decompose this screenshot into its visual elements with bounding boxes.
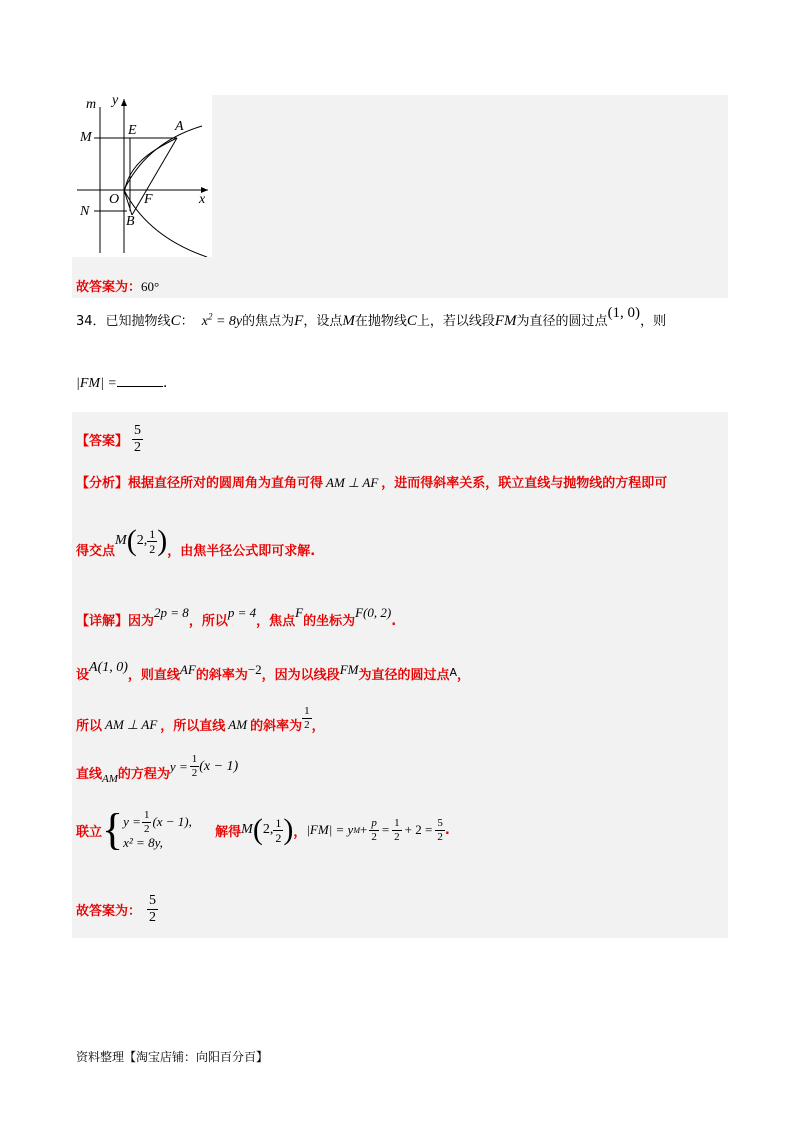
detail-l1-F: F bbox=[295, 605, 304, 620]
detail-l4-m: AM bbox=[102, 772, 118, 785]
analysis-t1: 根据直径所对的圆周角为直角可得 bbox=[128, 476, 324, 491]
l5-pa: 2, bbox=[262, 822, 274, 837]
detail-l4-a: 直线 bbox=[76, 767, 103, 782]
detail-l2-A: A bbox=[449, 666, 458, 679]
detail-l4-b: 的方程为 bbox=[117, 767, 170, 782]
analysis-t2: ，进而得斜率关系，联立直线与抛物线的方程即可 bbox=[381, 476, 668, 491]
detail-l4-frac bbox=[190, 754, 200, 779]
analysis-line-2 bbox=[76, 524, 316, 566]
label-m: m bbox=[86, 97, 97, 112]
detail-l4-den: 2 bbox=[191, 767, 198, 779]
analysis-line-1 bbox=[76, 472, 667, 491]
l5-plus2: + 2 = bbox=[404, 822, 433, 837]
footer: 资料整理【淘宝店铺：向阳百分百】 bbox=[76, 1050, 269, 1064]
label-x: x bbox=[199, 192, 206, 207]
l5-pd: 2 bbox=[275, 830, 282, 845]
l5-abs: |FM| = y bbox=[306, 822, 354, 837]
answer-label: 【答案】 bbox=[76, 434, 129, 449]
q-colon: ： bbox=[180, 314, 194, 329]
detail-l3-b: ，所以直线 bbox=[160, 719, 226, 734]
final-label: 故答案为： bbox=[76, 904, 142, 919]
final-num: 5 bbox=[149, 893, 157, 908]
detail-l2-f: ， bbox=[457, 668, 471, 683]
label-A: A bbox=[175, 119, 184, 134]
detail-l2-m2: AF bbox=[179, 662, 196, 677]
q-eq-x: x bbox=[201, 314, 208, 329]
detail-l4-num: 1 bbox=[191, 753, 198, 765]
system-brace: { bbox=[102, 805, 124, 854]
analysis-label: 【分析】 bbox=[76, 476, 129, 491]
detail-l2-e: 为直径的圆过点 bbox=[358, 668, 450, 683]
q-text-2: 的焦点为 bbox=[242, 314, 295, 329]
q-eq bbox=[201, 311, 243, 329]
q-text-1: 已知抛物线 bbox=[105, 314, 171, 329]
detail-line-2 bbox=[76, 660, 471, 684]
label-E: E bbox=[128, 123, 137, 138]
l5-frac-r bbox=[435, 818, 445, 843]
q-period: . bbox=[162, 375, 168, 391]
analysis-m1: AM ⊥ AF bbox=[326, 475, 379, 490]
q-point: (1, 0) bbox=[607, 305, 641, 321]
answer-blank bbox=[117, 372, 163, 387]
detail-l1-c: ，焦点 bbox=[256, 614, 296, 629]
detail-l5-end: . bbox=[444, 822, 450, 838]
detail-l5-point bbox=[241, 813, 293, 847]
system-eq-1 bbox=[123, 810, 203, 835]
q-C: C bbox=[170, 313, 181, 329]
sys1-frac bbox=[142, 810, 152, 835]
detail-label: 【详解】 bbox=[76, 614, 129, 629]
detail-l3-m: AM ⊥ AF bbox=[105, 716, 158, 732]
prev-answer bbox=[76, 276, 159, 295]
label-N: N bbox=[80, 204, 90, 219]
question-34 bbox=[76, 305, 736, 330]
l5-fd: 2 bbox=[394, 830, 400, 843]
l5-rn: 5 bbox=[437, 816, 443, 829]
detail-l2-b: ，则直线 bbox=[127, 668, 180, 683]
l5-pn2: p bbox=[371, 816, 377, 829]
l5-frac-p bbox=[369, 818, 379, 843]
sys1-num: 1 bbox=[143, 808, 150, 821]
q-FM: FM bbox=[494, 313, 517, 329]
answer-line bbox=[76, 424, 143, 455]
q-abs: |FM| = bbox=[76, 376, 117, 391]
detail-l1-a: 因为 bbox=[128, 614, 155, 629]
l5-M: M bbox=[241, 822, 253, 837]
q-text-7: ，则 bbox=[640, 314, 667, 329]
detail-l4-rest: (x − 1) bbox=[199, 758, 239, 774]
analysis-pt-pre: M bbox=[115, 533, 127, 548]
q-text-3: ，设点 bbox=[303, 314, 343, 329]
analysis-pt-frac bbox=[147, 528, 157, 555]
l5-paren-r: ) bbox=[283, 813, 294, 846]
l5-sub: M bbox=[353, 825, 360, 835]
label-B: B bbox=[126, 214, 135, 229]
answer-fraction bbox=[132, 424, 143, 455]
analysis-t4: ，由焦半径公式即可求解. bbox=[167, 543, 316, 559]
l5-plus: + bbox=[359, 822, 368, 837]
sys1-den: 2 bbox=[143, 822, 150, 835]
l5-pfrac bbox=[273, 817, 283, 844]
detail-l3-a: 所以 bbox=[76, 719, 103, 734]
analysis-t3: 得交点 bbox=[76, 543, 116, 559]
final-den: 2 bbox=[149, 910, 157, 925]
detail-l4-eq bbox=[170, 754, 238, 779]
final-fraction bbox=[147, 894, 158, 925]
detail-line-1 bbox=[76, 605, 397, 629]
figure-svg bbox=[72, 95, 212, 257]
detail-line-4 bbox=[76, 753, 239, 785]
l5-fn: 1 bbox=[394, 816, 400, 829]
label-O: O bbox=[109, 192, 120, 207]
detail-l2-d: ，因为以线段 bbox=[261, 668, 340, 683]
analysis-point bbox=[115, 524, 167, 558]
q-eq-rest: = 8y bbox=[212, 314, 243, 329]
l5-frac-1 bbox=[392, 818, 402, 843]
detail-l3-den: 2 bbox=[304, 719, 310, 731]
q-eq-sup: 2 bbox=[207, 311, 213, 322]
detail-l5-calc bbox=[306, 818, 445, 843]
q-text-4: 在抛物线 bbox=[354, 314, 407, 329]
label-M: M bbox=[80, 130, 92, 145]
detail-l1-e: . bbox=[391, 614, 397, 629]
analysis-paren-l: ( bbox=[126, 524, 137, 557]
detail-l5-c: ， bbox=[293, 824, 307, 840]
analysis-pt-num: 1 bbox=[149, 526, 156, 541]
detail-l5-a: 联立 bbox=[76, 824, 103, 840]
detail-l1-d: 的坐标为 bbox=[303, 614, 356, 629]
answer-num: 5 bbox=[134, 423, 142, 438]
detail-l3-c: 的斜率为 bbox=[250, 719, 303, 734]
detail-l3-m2: AM bbox=[228, 716, 248, 732]
prev-answer-value: 60° bbox=[141, 279, 160, 294]
l5-pd2: 2 bbox=[371, 830, 377, 843]
q-text-6: 为直径的圆过点 bbox=[516, 314, 608, 329]
l5-eq: = bbox=[381, 822, 390, 837]
q-M: M bbox=[342, 313, 355, 329]
detail-l1-b: ，所以 bbox=[188, 614, 228, 629]
system-equations bbox=[123, 810, 203, 851]
l5-paren-l: ( bbox=[252, 813, 263, 846]
detail-l2-a: 设 bbox=[76, 668, 90, 683]
q-F: F bbox=[294, 313, 304, 329]
parabola-figure bbox=[72, 95, 212, 257]
analysis-pt-a: 2, bbox=[136, 533, 148, 548]
detail-l1-m3: F(0, 2) bbox=[355, 605, 392, 620]
detail-l4-y: y = bbox=[169, 758, 188, 774]
detail-line-5 bbox=[76, 805, 450, 854]
sys1-rest: (x − 1), bbox=[152, 814, 192, 829]
prev-answer-label: 故答案为： bbox=[76, 280, 142, 295]
system-eq-2: x² = 8y, bbox=[123, 834, 163, 850]
detail-l2-c: 的斜率为 bbox=[195, 668, 248, 683]
detail-l3-num: 1 bbox=[304, 705, 310, 717]
detail-l3-d: ， bbox=[311, 719, 325, 734]
q-text-5: 上，若以线段 bbox=[416, 314, 495, 329]
analysis-paren-r: ) bbox=[157, 524, 168, 557]
label-y: y bbox=[112, 93, 119, 108]
q-abs-line bbox=[76, 372, 167, 392]
detail-l1-m1: 2p = 8 bbox=[154, 605, 189, 620]
label-F: F bbox=[144, 192, 153, 207]
detail-l1-m2: p = 4 bbox=[227, 605, 257, 620]
detail-l3-frac bbox=[302, 706, 312, 731]
sys1-y: y = bbox=[123, 814, 141, 829]
l5-rd: 2 bbox=[437, 830, 443, 843]
detail-l2-m4: FM bbox=[339, 662, 359, 677]
detail-l2-m3: −2 bbox=[247, 662, 262, 677]
analysis-pt-den: 2 bbox=[149, 541, 156, 556]
q-C2: C bbox=[406, 313, 417, 329]
detail-l2-m1: A(1, 0) bbox=[89, 660, 128, 675]
detail-line-3 bbox=[76, 705, 325, 737]
q-number: 34． bbox=[76, 314, 106, 329]
detail-l5-b: 解得 bbox=[215, 824, 242, 840]
final-answer bbox=[76, 894, 158, 925]
l5-pn: 1 bbox=[275, 815, 282, 830]
answer-den: 2 bbox=[134, 440, 142, 455]
